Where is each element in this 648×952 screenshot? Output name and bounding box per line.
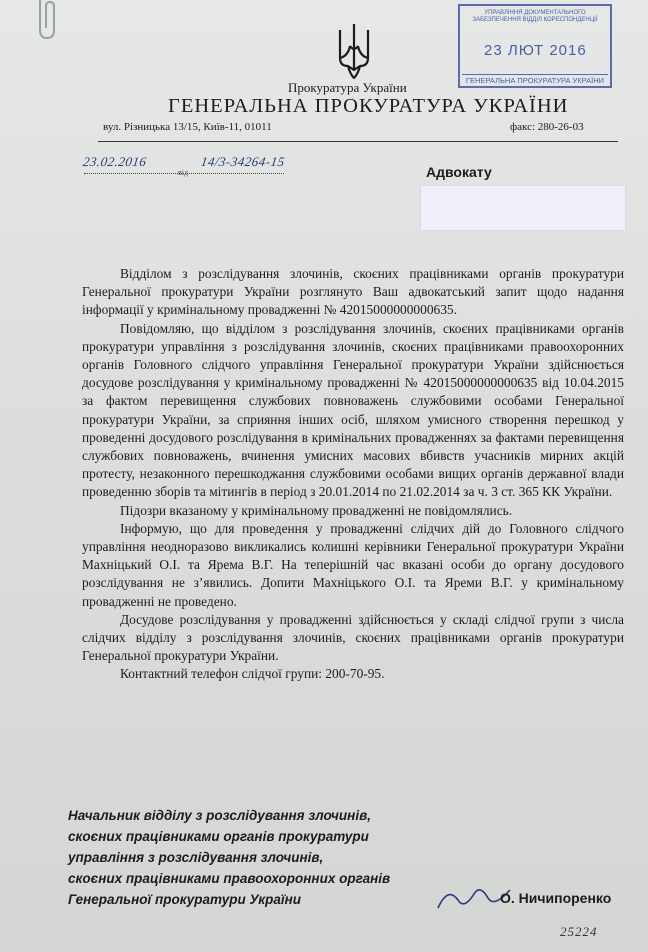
paperclip-icon xyxy=(34,0,60,42)
signature-title-line: скоєних працівниками правоохоронних органів xyxy=(68,871,391,886)
paragraph-4: Інформую, що для проведення у провадженні слідчих дій до Головного слідчого управління неодноразово викликались колишні керівники Генеральної прокуратури України Махніцький О.І. та Ярема В.Г. На теперішній час вказані особи до органу досудового розслідування не з’явились. Допити Махніцького О.І. та Яреми В.Г. у кримінальному провадженні не проведено. xyxy=(82,520,624,609)
registration-number: 14/3-34264-15 xyxy=(199,154,286,169)
stamp-header: УПРАВЛІННЯ ДОКУМЕНТАЛЬНОГО ЗАБЕЗПЕЧЕННЯ ВІДДІЛ КОРЕСПОНДЕНЦІЇ xyxy=(472,10,598,23)
paragraph-2: Повідомляю, що відділом з розслідування злочинів, скоєних працівниками органів прокуратури управління з розслідування злочинів, скоєних працівниками правоохоронних органів Головного слідчого управління Генеральної прокуратури України здійснюється досудове розслідування у кримінальному провадженні № 42015000000000635 від 10.04.2015 за фактом перевищення службових повноважень службовими особами Генеральної прокуратури України, за сприяння інших осіб, шляхом умисного створення перешкод у проведенні досудового розслідування в кримінальних провадженнях за фактами перевищення службових повноважень, вчинення умисних масових вбивств учасників мирних акцій протесту, незаконного перешкоджання службовими особами вищих органів державної влади проведенню зборів та мітингів в період з 20.01.2014 по 21.02.2014 за ч. 3 ст. 365 КК України. xyxy=(82,320,624,500)
signature-title-line: управління з розслідування злочинів, xyxy=(68,850,324,865)
signature-title-line: Начальник відділу з розслідування злочинів, xyxy=(68,808,371,823)
redacted-addressee xyxy=(420,185,626,231)
paragraph-1: Відділом з розслідування злочинів, скоєних працівниками органів прокуратури Генеральної прокуратури України розглянуто Ваш адвокатський запит щодо надання інформації у кримінальному провадженні № 42015000000000635. xyxy=(82,266,624,318)
paragraph-3: Підозри вказаному у кримінальному провадженні не повідомлялись. xyxy=(120,502,513,518)
signature-title-line: скоєних працівниками органів прокуратури xyxy=(68,829,369,844)
org-fax: факс: 280-26-03 xyxy=(510,121,584,133)
header-divider xyxy=(98,141,618,142)
org-name-small: Прокуратура України xyxy=(288,80,407,95)
handwritten-page-number: 25224 xyxy=(560,924,598,939)
registration-date: 23.02.2016 xyxy=(81,154,148,169)
addressee-label: Адвокату xyxy=(426,164,492,180)
letter-body xyxy=(82,265,624,684)
paragraph-6: Контактний телефон слідчої групи: 200-70-95. xyxy=(120,666,385,682)
org-name-large: ГЕНЕРАЛЬНА ПРОКУРАТУРА УКРАЇНИ xyxy=(168,95,569,117)
signatory-name: О. Ничипоренко xyxy=(500,890,612,906)
org-address: вул. Різницька 13/15, Київ-11, 01011 xyxy=(103,121,272,133)
registration-stamp xyxy=(458,4,612,88)
stamp-date: 23 ЛЮТ 2016 xyxy=(484,42,587,59)
paragraph-5: Досудове розслідування у провадженні здійснюється у складі слідчої групи з числа слідчих відділу з розслідування злочинів, скоєних працівниками органів прокуратури Генеральної прокуратури України. xyxy=(82,611,624,664)
stamp-footer: ГЕНЕРАЛЬНА ПРОКУРАТУРА УКРАЇНИ xyxy=(462,74,608,85)
signature-title-block xyxy=(68,805,390,910)
signature-title-line: Генеральної прокуратури України xyxy=(68,892,302,907)
trident-emblem-icon xyxy=(334,22,374,80)
registration-vid-label: від xyxy=(178,168,189,177)
